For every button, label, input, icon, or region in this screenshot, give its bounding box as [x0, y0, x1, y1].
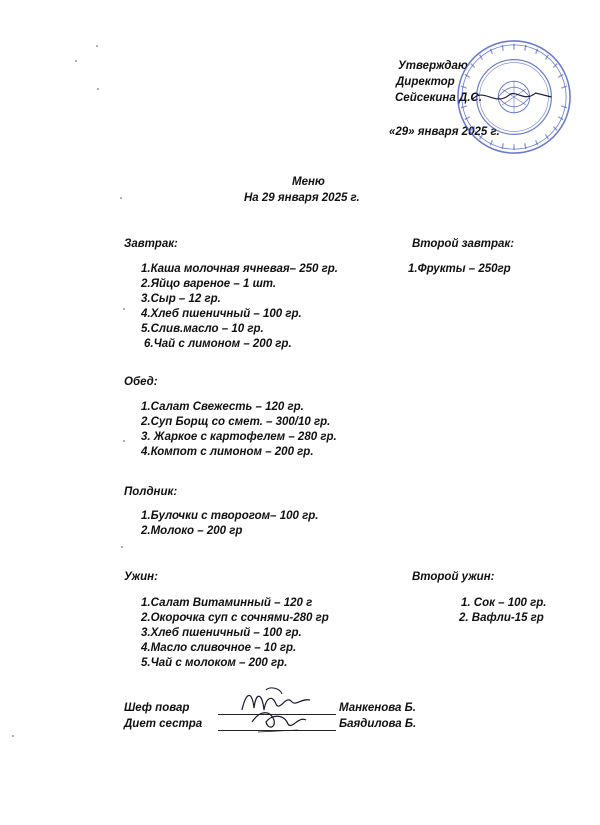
breakfast-item: 5.Слив.масло – 10 гр.: [141, 323, 264, 335]
menu-date: На 29 января 2025 г.: [244, 192, 360, 204]
lunch-item: 3. Жаркое с картофелем – 280 гр.: [141, 431, 337, 443]
dinner-item: 5.Чай с молоком – 200 гр.: [141, 657, 288, 669]
scan-speck: [96, 45, 98, 47]
breakfast-item: 1.Каша молочная ячневая– 250 гр.: [141, 263, 338, 275]
lunch-heading: Обед:: [124, 376, 158, 388]
second-breakfast-heading: Второй завтрак:: [412, 238, 515, 250]
breakfast-item: 3.Сыр – 12 гр.: [141, 293, 221, 305]
nurse-name: Баядилова Б.: [339, 718, 417, 730]
approval-position: Директор: [396, 76, 455, 88]
scan-speck: [120, 197, 122, 199]
second-dinner-item: 1. Сок – 100 гр.: [461, 597, 547, 609]
nurse-label: Диет сестра: [124, 718, 203, 730]
official-stamp: [455, 38, 573, 156]
nurse-signature: [248, 704, 312, 736]
scan-speck: [121, 546, 123, 548]
dinner-item: 4.Масло сливочное – 10 гр.: [141, 642, 297, 654]
approval-date: «29» января 2025 г.: [389, 126, 500, 138]
second-breakfast-item: 1.Фрукты – 250гр: [408, 263, 511, 275]
chef-name: Манкенова Б.: [339, 702, 416, 714]
lunch-item: 4.Компот с лимоном – 200 гр.: [141, 446, 314, 458]
scan-speck: [97, 88, 99, 90]
scan-speck: [123, 440, 125, 442]
dinner-item: 1.Салат Витаминный – 120 г: [141, 597, 313, 609]
chef-label: Шеф повар: [124, 702, 190, 714]
breakfast-heading: Завтрак:: [124, 238, 178, 250]
snack-item: 2.Молоко – 200 гр: [141, 525, 243, 537]
breakfast-item: 4.Хлеб пшеничный – 100 гр.: [141, 308, 302, 320]
approval-name: Сейсекина Д.С.: [395, 92, 482, 104]
dinner-heading: Ужин:: [124, 571, 158, 583]
dinner-item: 3.Хлеб пшеничный – 100 гр.: [141, 627, 302, 639]
lunch-item: 1.Салат Свежесть – 120 гр.: [141, 401, 304, 413]
lunch-item: 2.Суп Борщ со смет. – 300/10 гр.: [141, 416, 331, 428]
snack-heading: Полдник:: [124, 486, 178, 498]
scan-speck: [123, 308, 125, 310]
second-dinner-heading: Второй ужин:: [412, 571, 495, 583]
breakfast-item: 6.Чай с лимоном – 200 гр.: [144, 338, 292, 350]
snack-item: 1.Булочки с творогом– 100 гр.: [141, 510, 319, 522]
second-dinner-item: 2. Вафли-15 гр: [459, 612, 544, 624]
breakfast-item: 2.Яйцо вареное – 1 шт.: [141, 278, 277, 290]
scan-speck: [12, 735, 14, 737]
scan-speck: [75, 60, 77, 62]
dinner-item: 2.Окорочка суп с сочнями-280 гр: [141, 612, 329, 624]
approval-approve: Утверждаю: [398, 60, 468, 72]
menu-title: Меню: [292, 176, 325, 188]
